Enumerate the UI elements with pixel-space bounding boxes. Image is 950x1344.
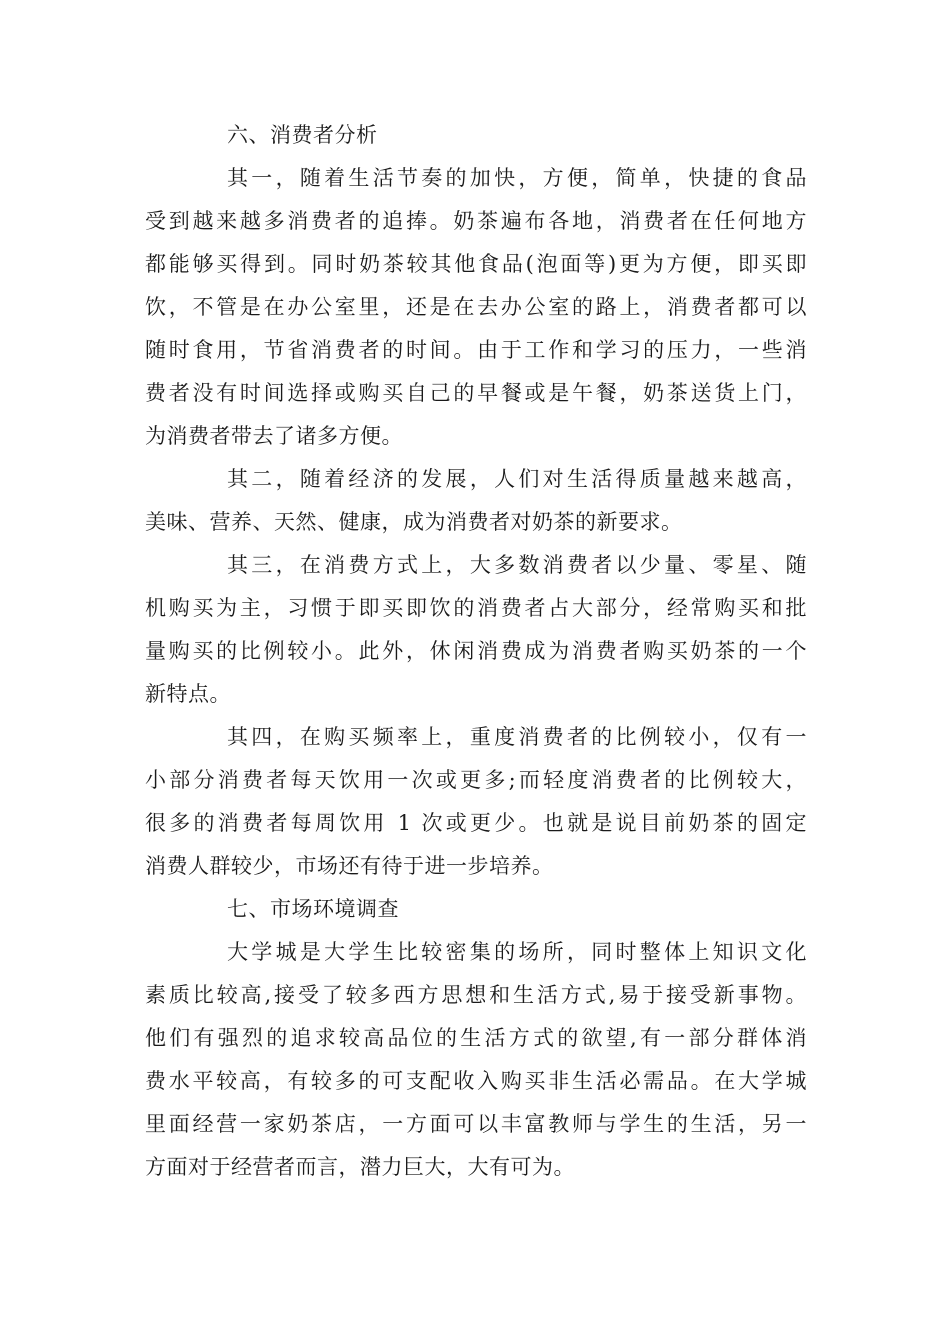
- text-line: 费水平较高，有较多的可支配收入购买非生活必需品。在大学城: [145, 1069, 807, 1093]
- text-line: 里面经营一家奶茶店，一方面可以丰富教师与学生的生活，另一: [145, 1112, 807, 1136]
- text-line: 大学城是大学生比较密集的场所，同时整体上知识文化: [227, 940, 807, 964]
- text-line: 小部分消费者每天饮用一次或更多;而轻度消费者的比例较大，: [145, 768, 807, 792]
- text-line: 消费人群较少，市场还有待于进一步培养。: [145, 854, 554, 878]
- section-heading-consumer-analysis: 六、消费者分析: [227, 123, 378, 147]
- text-line: 其二，随着经济的发展，人们对生活得质量越来越高，: [227, 467, 807, 491]
- text-line: 方面对于经营者而言，潜力巨大，大有可为。: [145, 1155, 575, 1179]
- text-line: 随时食用，节省消费者的时间。由于工作和学习的压力，一些消: [145, 338, 807, 362]
- paragraph-consumer-point-1: [145, 157, 807, 458]
- paragraph-consumer-point-4: [145, 716, 807, 888]
- text-line: 饮，不管是在办公室里，还是在去办公室的路上，消费者都可以: [145, 295, 807, 319]
- text-line: 很多的消费者每周饮用 1 次或更少。也就是说目前奶茶的固定: [145, 811, 807, 835]
- text-line: 美味、营养、天然、健康，成为消费者对奶茶的新要求。: [145, 510, 683, 534]
- text-line: 其三，在消费方式上，大多数消费者以少量、零星、随: [227, 553, 807, 577]
- text-line: 都能够买得到。同时奶茶较其他食品(泡面等)更为方便，即买即: [145, 252, 807, 276]
- text-line: 为消费者带去了诸多方便。: [145, 424, 403, 448]
- section-heading-market-environment: 七、市场环境调查: [227, 897, 399, 921]
- document-page: [145, 114, 807, 1189]
- paragraph-market-environment: [145, 931, 807, 1189]
- text-line: 素质比较高,接受了较多西方思想和生活方式,易于接受新事物。: [145, 983, 807, 1007]
- text-line: 新特点。: [145, 682, 231, 706]
- text-line: 量购买的比例较小。此外，休闲消费成为消费者购买奶茶的一个: [145, 639, 807, 663]
- paragraph-consumer-point-2: [145, 458, 807, 544]
- text-line: 其四，在购买频率上，重度消费者的比例较小，仅有一: [227, 725, 807, 749]
- text-line: 机购买为主，习惯于即买即饮的消费者占大部分，经常购买和批: [145, 596, 807, 620]
- text-line: 其一，随着生活节奏的加快，方便，简单，快捷的食品: [227, 166, 807, 190]
- text-line: 受到越来越多消费者的追捧。奶茶遍布各地，消费者在任何地方: [145, 209, 807, 233]
- paragraph-consumer-point-3: [145, 544, 807, 716]
- text-line: 他们有强烈的追求较高品位的生活方式的欲望,有一部分群体消: [145, 1026, 807, 1050]
- text-line: 费者没有时间选择或购买自己的早餐或是午餐，奶茶送货上门，: [145, 381, 807, 405]
